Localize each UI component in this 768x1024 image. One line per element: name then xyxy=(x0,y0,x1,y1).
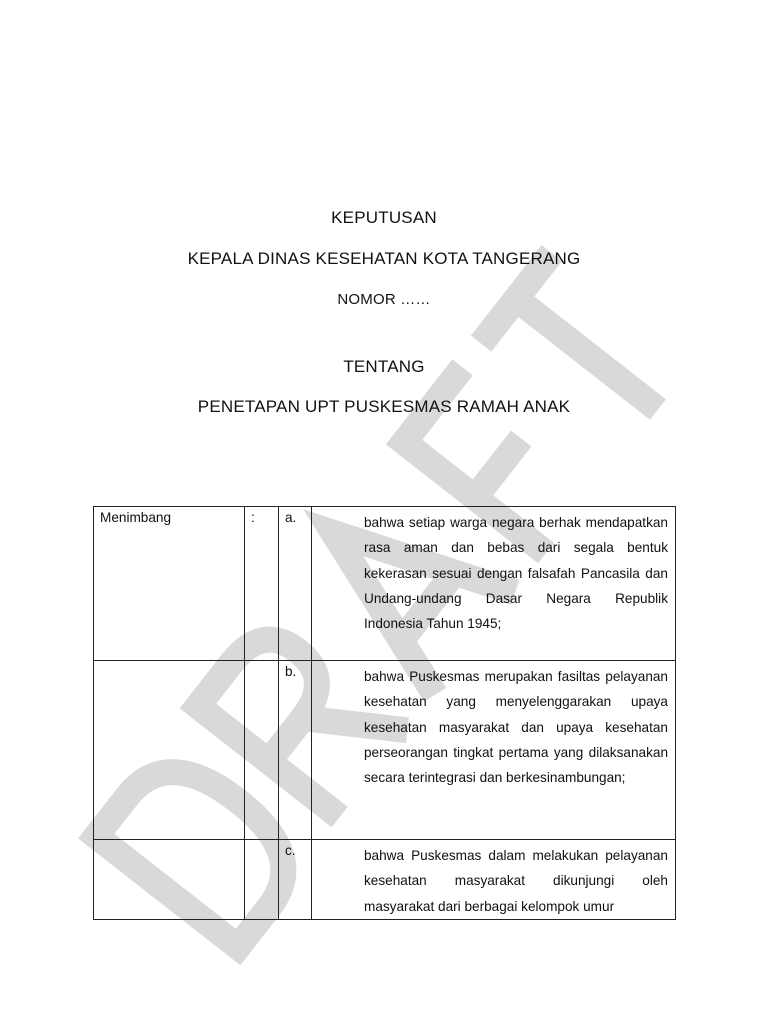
item-text-cell xyxy=(312,840,676,920)
colon-separator: : xyxy=(245,507,279,661)
empty-label-cell xyxy=(94,661,245,840)
table-row xyxy=(94,661,676,840)
empty-colon-cell xyxy=(245,661,279,840)
item-text: bahwa Puskesmas merupakan fasiltas pelayanan kesehatan yang menyelenggarakan upaya kesehatan masyarakat dan upaya kesehatan perseorangan tingkat pertama yang dilaksanakan secara terintegrasi dan berkesinambungan; xyxy=(364,669,668,786)
item-text-cell xyxy=(312,507,676,661)
item-text-cell xyxy=(312,661,676,840)
item-letter: c. xyxy=(279,840,312,920)
issuer-heading: KEPALA DINAS KESEHATAN KOTA TANGERANG xyxy=(187,249,581,268)
tentang-heading: TENTANG xyxy=(343,357,425,376)
item-letter: b. xyxy=(279,661,312,840)
item-text: bahwa Puskesmas dalam melakukan pelayanan kesehatan masyarakat dikunjungi oleh masyarakat dari berbagai kelompok umur xyxy=(364,848,668,914)
empty-label-cell xyxy=(94,840,245,920)
decree-number: NOMOR …… xyxy=(337,291,431,308)
menimbang-label: Menimbang xyxy=(94,507,245,661)
item-text: bahwa setiap warga negara berhak mendapatkan rasa aman dan bebas dari segala bentuk kekerasan sesuai dengan falsafah Pancasila dan Undang-undang Dasar Negara Republik Indonesia Tahun 1945; xyxy=(364,515,668,632)
empty-colon-cell xyxy=(245,840,279,920)
item-letter: a. xyxy=(279,507,312,661)
table-row xyxy=(94,507,676,661)
decree-subject: PENETAPAN UPT PUSKESMAS RAMAH ANAK xyxy=(197,397,571,416)
table-row xyxy=(94,840,676,920)
menimbang-table xyxy=(93,506,676,920)
document-type-heading: KEPUTUSAN xyxy=(331,208,437,227)
